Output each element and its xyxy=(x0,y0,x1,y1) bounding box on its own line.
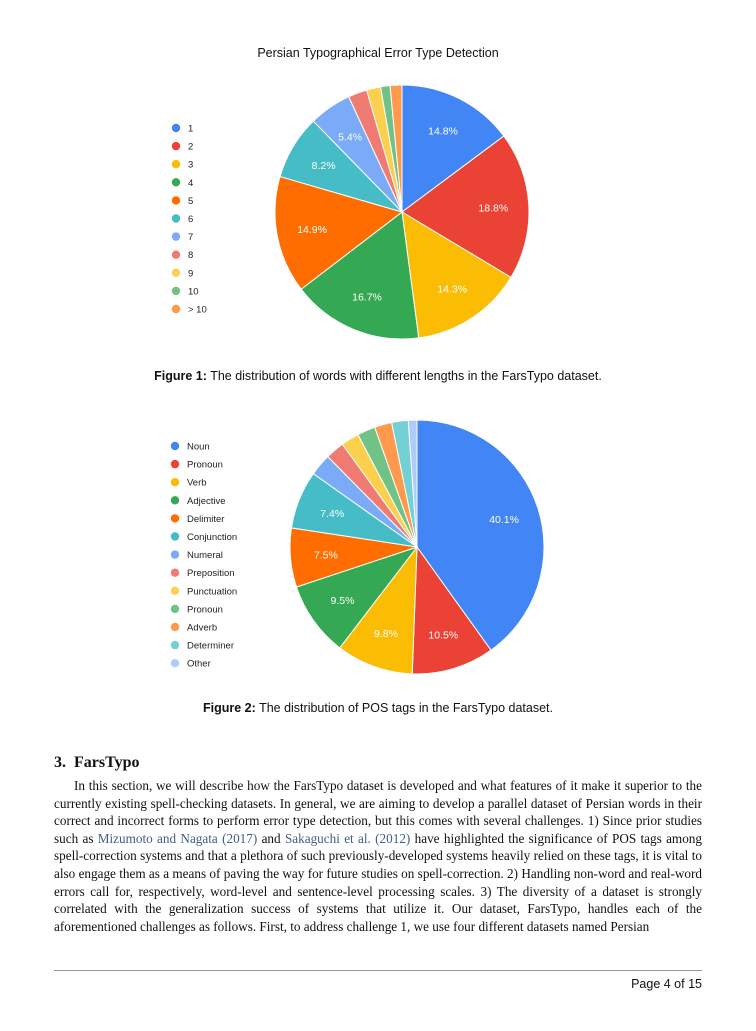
legend-label: Pronoun xyxy=(187,604,223,616)
pie-data-label: 16.7% xyxy=(352,291,382,304)
paragraph-rest: have highlighted the significance of POS tags among spell-correction systems and that a plethora of such previously-developed systems heavily relied on these tags, it is vital to also engage them as a means of paving the way for future studies on spell-correction. 2) Handling non-word and real-word errors call for, respectively, word-level and sentence-level processing scales. 3) The diversity of a dataset is strongly correlated with the generalization success of systems that utilize it. Our dataset, FarsTypo, handles each of the aforementioned challenges as follows. First, to address challenge 1, we use four different datasets named Persian xyxy=(54,830,702,934)
legend-label: 10 xyxy=(188,286,199,298)
legend-label: 8 xyxy=(188,250,194,262)
legend-marker-preposition xyxy=(171,569,179,577)
legend-label: Adverb xyxy=(187,622,218,634)
legend-marker-9 xyxy=(172,269,180,277)
legend-label: Other xyxy=(187,658,211,670)
legend-label: 1 xyxy=(188,123,194,135)
legend-label: Determiner xyxy=(187,640,234,652)
legend-marker-3 xyxy=(172,160,180,168)
page-number: Page 4 of 15 xyxy=(631,977,702,991)
figure2-caption-text: The distribution of POS tags in the FarsTypo dataset. xyxy=(259,701,553,715)
pie-data-label: 14.3% xyxy=(437,283,468,296)
legend-marker-noun xyxy=(171,442,179,450)
legend-marker-10 xyxy=(172,305,180,313)
legend-marker-5 xyxy=(172,196,180,204)
legend-label: Noun xyxy=(187,441,210,453)
legend-label: Conjunction xyxy=(187,532,238,543)
section-title: FarsTypo xyxy=(74,754,140,771)
legend-marker-8 xyxy=(172,251,180,259)
legend-label: 5 xyxy=(188,195,194,207)
legend-marker-pronoun xyxy=(171,605,179,613)
legend-label: Pronoun xyxy=(187,459,223,471)
legend-marker-adverb xyxy=(171,623,179,631)
legend-marker-conjunction xyxy=(171,532,179,540)
legend-marker-delimiter xyxy=(171,514,179,522)
figure2-pie-chart xyxy=(0,410,756,685)
legend-marker-punctuation xyxy=(171,587,179,595)
paragraph-intro: In this section, we will describe how the FarsTypo dataset is developed and what features of it make it superior to the currently existing spell-checking datasets. In general, we are aiming to develop a parallel dataset of Persian words in their correct and incorrect forms to perform error type detection, but this comes with several challenges. 1) Since prior studies such as xyxy=(54,778,702,846)
legend-label: 2 xyxy=(188,141,194,153)
section-number: 3. xyxy=(54,754,66,771)
legend-label: 3 xyxy=(188,159,194,171)
figure2-caption-label: Figure 2: xyxy=(203,701,256,715)
section-paragraph xyxy=(54,777,702,935)
legend-label: Preposition xyxy=(187,568,235,580)
legend-marker-7 xyxy=(172,232,180,240)
legend-label: Delimiter xyxy=(187,513,225,525)
citation-sakaguchi-link[interactable]: Sakaguchi et al. (2012) xyxy=(284,830,411,846)
legend-marker-10 xyxy=(172,287,180,295)
pie-data-label: 7.4% xyxy=(320,507,345,520)
legend-label: Numeral xyxy=(187,550,223,562)
legend-marker-6 xyxy=(172,214,180,222)
figure1-caption-text: The distribution of words with different lengths in the FarsTypo dataset. xyxy=(210,369,602,383)
legend-label: 7 xyxy=(188,232,194,244)
legend-marker-4 xyxy=(172,178,180,186)
legend-label: 4 xyxy=(188,177,194,189)
pie-data-label: 14.8% xyxy=(428,125,458,138)
figure1-chart-title: Persian Typographical Error Type Detection xyxy=(257,46,499,60)
figure1-pie-chart xyxy=(0,80,756,350)
legend-marker-pronoun xyxy=(171,460,179,468)
figure2-caption xyxy=(0,701,756,715)
legend-marker-numeral xyxy=(171,550,179,558)
legend-marker-verb xyxy=(171,478,179,486)
section-heading xyxy=(54,754,147,772)
legend-marker-2 xyxy=(172,142,180,150)
figure1-caption-label: Figure 1: xyxy=(154,369,207,383)
pie-data-label: 7.5% xyxy=(313,549,338,562)
pie-data-label: 10.5% xyxy=(428,629,459,642)
pie-data-label: 18.8% xyxy=(478,202,509,215)
footer-divider xyxy=(54,970,702,971)
citation-mizumoto-link[interactable]: Mizumoto and Nagata (2017) xyxy=(97,830,258,846)
legend-marker-adjective xyxy=(171,496,179,504)
legend-marker-determiner xyxy=(171,641,179,649)
pie-data-label: 14.9% xyxy=(297,223,327,236)
pie-data-label: 9.5% xyxy=(330,595,355,607)
legend-label: 6 xyxy=(188,214,194,225)
pie-data-label: 8.2% xyxy=(311,160,336,172)
legend-label: > 10 xyxy=(188,304,207,316)
legend-marker-1 xyxy=(172,124,180,132)
paragraph-and: and xyxy=(257,830,285,846)
pie-data-label: 40.1% xyxy=(489,514,519,526)
legend-label: Adjective xyxy=(187,495,226,507)
pie-data-label: 5.4% xyxy=(338,131,363,144)
legend-marker-other xyxy=(171,659,179,667)
pie-data-label: 9.8% xyxy=(374,628,398,640)
legend-label: Verb xyxy=(187,477,207,489)
legend-label: 9 xyxy=(188,268,194,280)
figure1-caption xyxy=(0,369,756,383)
legend-label: Punctuation xyxy=(187,586,238,598)
